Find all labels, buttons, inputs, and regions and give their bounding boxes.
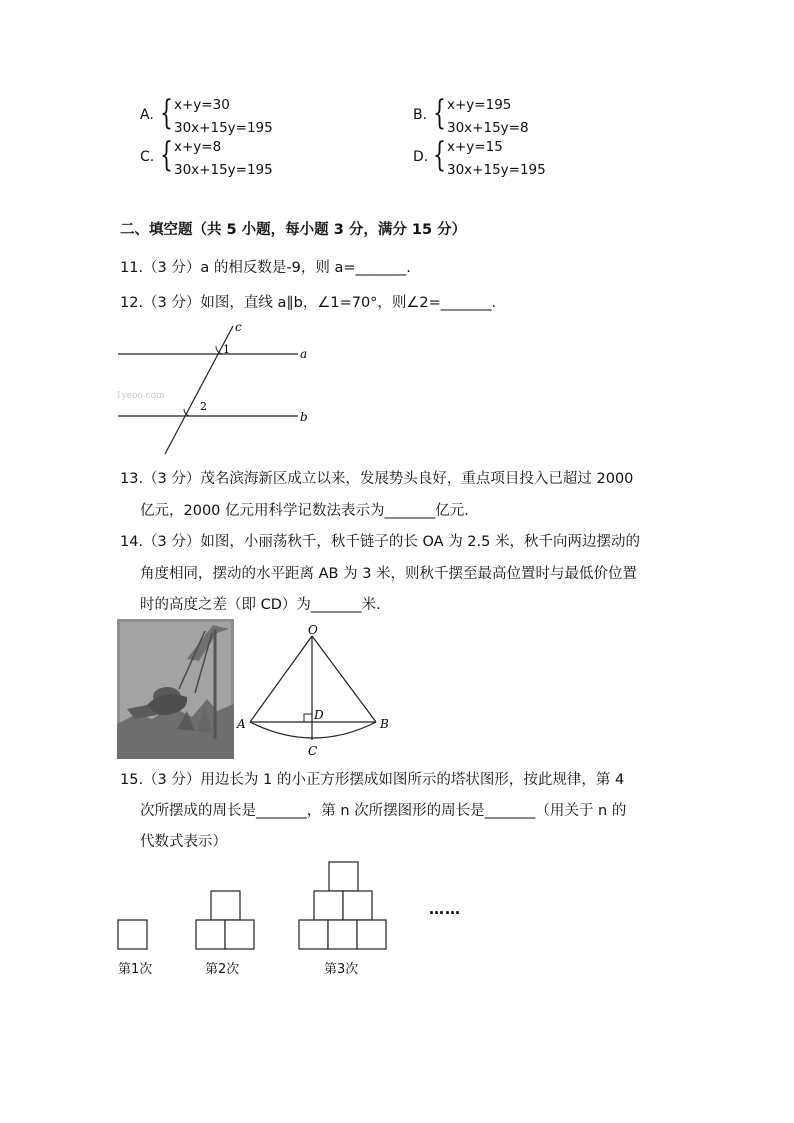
- square: [357, 920, 386, 949]
- square: [118, 920, 147, 949]
- label-d: D: [314, 708, 324, 722]
- question-15-line-3: 代数式表示）: [140, 834, 227, 850]
- option-letter: D.: [413, 149, 429, 165]
- watermark: 1yeoo.com: [116, 391, 165, 401]
- square: [299, 920, 328, 949]
- equation: 30x+15y=195: [447, 162, 546, 178]
- segment-oa: [250, 636, 312, 722]
- swing-diagram: [232, 622, 396, 760]
- equation: x+y=195: [447, 97, 512, 113]
- square: [225, 920, 254, 949]
- question-11: 11.（3 分）a 的相反数是-9，则 a=_______.: [120, 260, 411, 276]
- brace: {: [433, 93, 446, 133]
- label-b: b: [300, 410, 308, 424]
- square: [329, 862, 358, 891]
- square: [211, 891, 240, 920]
- option-letter: B.: [413, 107, 428, 123]
- ellipsis: ……: [429, 900, 461, 918]
- label-a: a: [300, 347, 308, 361]
- tower-label-2: 第2次: [205, 962, 240, 977]
- brace: {: [160, 93, 173, 133]
- question-13-line-1: 13.（3 分）茂名滨海新区成立以来，发展势头良好，重点项目投入已超过 2000: [120, 471, 634, 487]
- equation: x+y=15: [447, 139, 503, 155]
- equation: x+y=30: [174, 97, 230, 113]
- square: [196, 920, 225, 949]
- brace: {: [433, 135, 446, 175]
- swing-photo: [117, 619, 234, 759]
- right-angle-mark: [304, 714, 312, 722]
- question-13-line-2: 亿元，2000 亿元用科学记数法表示为_______亿元.: [140, 503, 469, 519]
- tower-label-3: 第3次: [324, 962, 359, 977]
- question-14-line-3: 时的高度之差（即 CD）为_______米.: [140, 597, 381, 613]
- tower-figures: [110, 856, 470, 980]
- question-12: 12.（3 分）如图，直线 a∥b，∠1=70°，则∠2=_______.: [120, 295, 497, 311]
- square: [328, 920, 357, 949]
- arc-acb: [250, 722, 376, 738]
- label-b: B: [380, 717, 389, 731]
- square: [314, 891, 343, 920]
- equation: 30x+15y=8: [447, 120, 529, 136]
- question-14-line-1: 14.（3 分）如图，小丽荡秋千，秋千链子的长 OA 为 2.5 米，秋千向两边摆动的: [120, 534, 640, 550]
- label-angle-2: 2: [200, 400, 207, 413]
- square: [343, 891, 372, 920]
- label-o: O: [308, 623, 318, 637]
- option-letter: C.: [140, 149, 155, 165]
- label-a: A: [237, 717, 246, 731]
- tower-label-1: 第1次: [118, 962, 153, 977]
- option-letter: A.: [140, 107, 154, 123]
- label-angle-1: 1: [223, 343, 230, 356]
- question-15-line-1: 15.（3 分）用边长为 1 的小正方形摆成如图所示的塔状图形，按此规律，第 4: [120, 772, 625, 788]
- parallel-lines-figure: [110, 316, 330, 460]
- label-c: C: [308, 744, 318, 758]
- section-title: 二、填空题（共 5 小题，每小题 3 分，满分 15 分）: [120, 222, 467, 238]
- label-c: c: [235, 320, 242, 334]
- equation: 30x+15y=195: [174, 162, 273, 178]
- equation: 30x+15y=195: [174, 120, 273, 136]
- question-15-line-2: 次所摆成的周长是_______，第 n 次所摆图形的周长是_______（用关于 n 的: [140, 803, 627, 819]
- question-14-line-2: 角度相同，摆动的水平距离 AB 为 3 米，则秋千摆至最高位置时与最低价位置: [140, 566, 638, 582]
- equation: x+y=8: [174, 139, 222, 155]
- brace: {: [160, 135, 173, 175]
